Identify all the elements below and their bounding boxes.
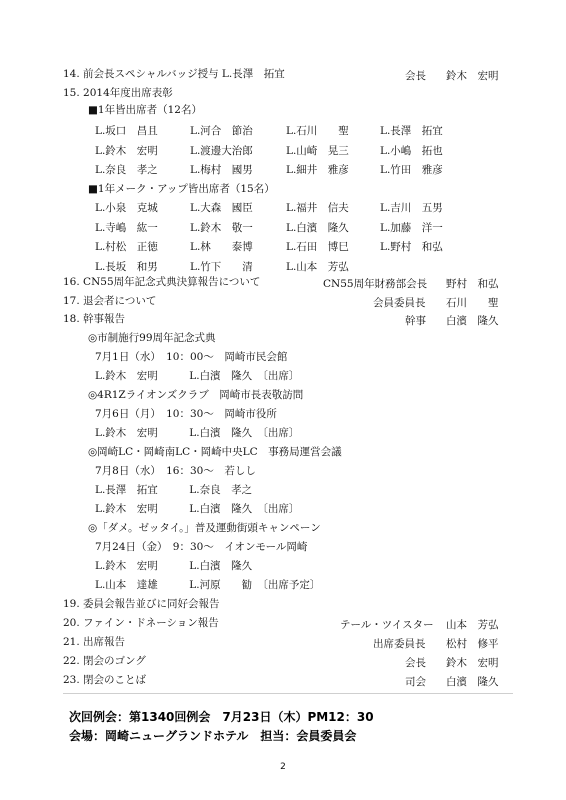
sub2-name-5: L.寺嶋 紘一 — [95, 221, 158, 234]
sub1-name-4: L.長澤 拓宜 — [380, 125, 443, 137]
report-4-when: 7月24日（金） 9：30～ イオンモール岡崎 — [95, 541, 308, 553]
item-23-role: 司会 — [405, 676, 426, 688]
report-1-title: ◎市制施行99周年記念式典 — [88, 332, 216, 344]
report-4-who-2: L.山本 達雄 L.河原 勧 〔出席予定〕 — [95, 579, 321, 591]
item-18-role: 幹事 — [405, 315, 426, 327]
item-18-name: 白濱 隆久 — [446, 315, 499, 327]
report-1-who: L.鈴木 宏明 L.白濱 隆久 〔出席〕 — [95, 370, 300, 382]
item-16-role: CN55周年財務部会長 — [323, 278, 428, 290]
item-20-label: 20. ファイン・ドネーション報告 — [63, 617, 219, 629]
sub1-name-1: L.坂口 昌且 — [95, 125, 158, 137]
item-14-name: 鈴木 宏明 — [446, 70, 499, 82]
sub2-name-8: L.加藤 洋一 — [380, 221, 443, 234]
sub1-name-10: L.梅村 國男 — [190, 164, 253, 176]
item-14-label: 14. 前会長スペシャルバッジ授与 L.長澤 拓宜 — [63, 68, 285, 80]
report-3-title: ◎岡崎LC・岡崎南LC・岡崎中央LC 事務局運営会議 — [88, 446, 342, 458]
item-22-label: 22. 閉会のゴング — [63, 655, 146, 667]
sub2-name-3: L.福井 信夫 — [286, 202, 349, 214]
sub1-label: ■1年皆出席者（12名） — [88, 104, 202, 116]
sub2-label: ■1年メーク・アップ皆出席者（15名） — [88, 183, 275, 195]
sub2-name-14: L.竹下 清 — [190, 260, 253, 273]
sub1-name-8: L.小嶋 拓也 — [380, 144, 443, 157]
item-14-role: 会長 — [405, 70, 426, 82]
item-20-name: 山本 芳弘 — [446, 619, 499, 631]
sub1-name-5: L.鈴木 宏明 — [95, 144, 158, 157]
item-21-name: 松村 修平 — [446, 638, 499, 650]
sub2-name-7: L.白濱 隆久 — [286, 221, 349, 234]
sub2-name-1: L.小泉 克城 — [95, 202, 158, 214]
item-17-label: 17. 退会者について — [63, 295, 157, 307]
item-15-label: 15. 2014年度出席表彰 — [63, 87, 173, 99]
sub1-name-2: L.河合 節治 — [190, 125, 253, 137]
sub2-name-12: L.野村 和弘 — [380, 241, 443, 253]
item-18-label: 18. 幹事報告 — [63, 313, 126, 325]
sub2-name-10: L.林 泰博 — [190, 241, 253, 253]
next-meeting-notice: 次回例会：第1340回例会 7月23日（木）PM12：30 — [69, 710, 374, 724]
report-2-when: 7月6日（月） 10：30～ 岡崎市役所 — [95, 408, 277, 420]
report-3-who-2: L.鈴木 宏明 L.白濱 隆久 〔出席〕 — [95, 503, 300, 515]
item-21-role: 出席委員長 — [373, 638, 426, 650]
sub2-name-15: L.山本 芳弘 — [286, 260, 349, 273]
report-3-when: 7月8日（水） 16：30～ 若しし — [95, 465, 256, 477]
divider-rule — [63, 693, 513, 694]
item-23-label: 23. 閉会のことば — [63, 674, 147, 686]
sub2-name-2: L.大森 國臣 — [190, 202, 253, 214]
sub2-name-6: L.鈴木 敬一 — [190, 221, 253, 234]
item-21-label: 21. 出席報告 — [63, 636, 126, 648]
report-2-who: L.鈴木 宏明 L.白濱 隆久 〔出席〕 — [95, 427, 300, 439]
sub1-name-9: L.奈良 孝之 — [95, 164, 158, 176]
sub1-name-12: L.竹田 雅彦 — [380, 164, 443, 176]
sub2-name-13: L.長坂 和男 — [95, 260, 158, 273]
report-2-title: ◎4R1Zライオンズクラブ 岡崎市長表敬訪問 — [88, 389, 304, 401]
item-16-label: 16. CN55周年記念式典決算報告について — [63, 276, 261, 288]
item-17-role: 会員委員長 — [373, 297, 426, 309]
item-20-role: テール・ツイスター — [340, 619, 434, 631]
sub2-name-11: L.石田 博巳 — [286, 241, 349, 253]
sub2-name-9: L.村松 正徳 — [95, 241, 158, 253]
item-17-name: 石川 聖 — [446, 297, 499, 309]
venue-notice: 会場：岡崎ニューグランドホテル 担当：会員委員会 — [69, 729, 357, 743]
sub1-name-7: L.山崎 晃三 — [286, 144, 349, 157]
item-19-label: 19. 委員会報告並びに同好会報告 — [63, 598, 220, 610]
report-4-title: ◎「ダメ。ゼッタイ。」普及運動街頭キャンペーン — [88, 522, 321, 534]
sub1-name-11: L.細井 雅彦 — [286, 164, 349, 176]
sub1-name-3: L.石川 聖 — [286, 125, 349, 137]
sub1-name-6: L.渡邊大治郎 — [190, 144, 253, 157]
item-16-name: 野村 和弘 — [446, 278, 499, 290]
sub2-name-4: L.吉川 五男 — [380, 202, 443, 214]
item-22-name: 鈴木 宏明 — [446, 657, 499, 669]
report-1-when: 7月1日（水） 10：00～ 岡崎市民会館 — [95, 351, 288, 363]
report-3-who-1: L.長澤 拓宜 L.奈良 孝之 — [95, 484, 253, 496]
page-number: 2 — [280, 762, 286, 772]
item-22-role: 会長 — [405, 657, 426, 669]
report-4-who-1: L.鈴木 宏明 L.白濱 隆久 — [95, 560, 253, 572]
item-23-name: 白濱 隆久 — [446, 676, 499, 688]
